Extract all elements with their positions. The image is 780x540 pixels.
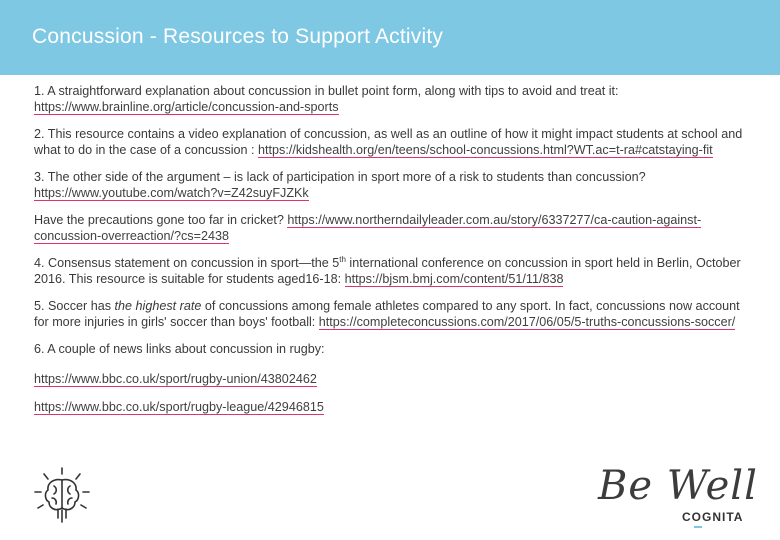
item-text: 2. This resource contains a video explanation of concussion, as well as an outline of how it might impact students at school and what to do in the case of a concussion : xyxy=(34,127,743,157)
resource-list xyxy=(34,83,746,427)
resource-link[interactable]: https://www.youtube.com/watch?v=Z42suyFJZKk xyxy=(34,186,309,200)
list-item xyxy=(34,212,746,244)
list-item xyxy=(34,83,746,115)
list-item xyxy=(34,341,746,357)
resource-link[interactable]: https://completeconcussions.com/2017/06/05/5-truths-concussions-soccer/ xyxy=(318,315,736,329)
list-item xyxy=(34,126,746,158)
resource-link[interactable]: https://www.brainline.org/article/concussion-and-sports xyxy=(34,100,339,114)
logo-sub-text: COGNITA xyxy=(682,510,744,524)
superscript: th xyxy=(339,254,346,264)
item-text: 3. The other side of the argument – is lack of participation in sport more of a risk to students than concussion? xyxy=(34,170,646,184)
logo-main-text: Be Well xyxy=(598,463,758,509)
item-text: Have the precautions gone too far in cricket? xyxy=(34,213,288,227)
item-text: 6. A couple of news links about concussion in rugby: xyxy=(34,342,325,356)
brain-idea-icon xyxy=(32,466,92,526)
resource-link[interactable]: https://www.bbc.co.uk/sport/rugby-league/42946815 xyxy=(34,400,324,414)
list-item xyxy=(34,255,746,287)
resource-link[interactable]: https://kidshealth.org/en/teens/school-concussions.html?WT.ac=t-ra#catstaying-fit xyxy=(258,143,713,157)
item-text: 1. A straightforward explanation about concussion in bullet point form, along with tips to avoid and treat it: xyxy=(34,84,619,98)
item-text: 4. Consensus statement on concussion in sport—the 5 xyxy=(34,256,340,270)
title-bar xyxy=(0,0,780,75)
page-title: Concussion - Resources to Support Activity xyxy=(32,25,444,48)
item-text: international conference on concussion in sport held in Berlin, October 2016. This resource is suitable for students aged16-18: xyxy=(34,256,741,286)
item-text: 5. Soccer has xyxy=(34,299,115,313)
resource-link[interactable]: https://bjsm.bmj.com/content/51/11/838 xyxy=(344,272,564,286)
item-text: of concussions among female athletes compared to any sport. In fact, concussions now account for more injuries in girls' soccer than boys' football: xyxy=(34,299,740,329)
logo-accent-bar xyxy=(694,526,702,528)
list-item xyxy=(34,169,746,201)
emphasis-text: the highest rate xyxy=(114,299,202,313)
resource-link[interactable]: https://www.bbc.co.uk/sport/rugby-union/43802462 xyxy=(34,372,317,386)
list-item xyxy=(34,298,746,330)
be-well-cognita-logo xyxy=(598,462,758,532)
resource-link[interactable]: https://www.northerndailyleader.com.au/story/6337277/ca-caution-against-concussion-overreaction/?cs=2438 xyxy=(34,213,702,243)
